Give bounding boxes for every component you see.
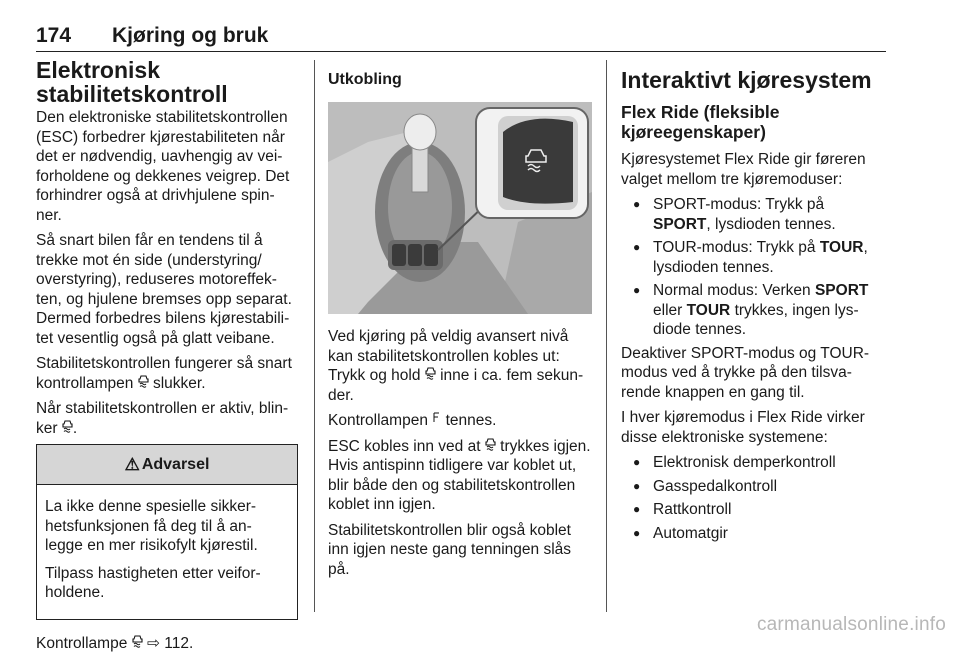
subsection-title-flex-ride: Flex Ride (fleksible kjøreegenskaper)	[621, 102, 780, 142]
list-item: ● Gasspedalkontroll	[621, 477, 886, 497]
reference-page: 112.	[164, 634, 194, 652]
switch-off-p3-text-end: trykkes igjen. Hvis antispinn tidligere var koblet ut, blir både den og stabilitetskontrollen koblet inn igjen.	[328, 437, 591, 513]
cross-reference[interactable]	[36, 634, 298, 654]
mode-button-name: SPORT	[653, 215, 707, 233]
subsection-title-utkobling: Utkobling	[328, 71, 402, 88]
mode-button-name-2: TOUR	[686, 301, 731, 319]
list-item-sport	[621, 195, 886, 234]
watermark: carmanualsonline.info	[756, 614, 946, 635]
esc-paragraph-1: Den elektroniske stabilitetskontrollen (ESC) forbedrer kjørestabiliteten når det er nødvendig, uavhengig av vei-forholdene og dekkenes veigrep. Det forhindrer også at drivhjulene spin-ner.	[36, 109, 290, 224]
switch-off-p1-text-end: inne i ca. fem sekun-der.	[328, 367, 584, 404]
column-switch-off	[328, 70, 592, 585]
section-title-line1: Elektronisk	[36, 57, 160, 83]
chapter-title: Kjøring og bruk	[112, 24, 269, 47]
page-reference-arrow-icon: ⇨	[146, 634, 160, 652]
warning-triangle-icon: ⚠	[124, 454, 140, 474]
page-number: 174	[36, 24, 72, 47]
systems-list	[621, 453, 886, 543]
mode-button-name: TOUR	[819, 239, 864, 256]
esc-p4-text: Når stabilitetskontrollen er aktiv, blin-ker	[36, 400, 289, 437]
page-header	[36, 22, 886, 52]
warning-box	[36, 444, 298, 620]
mode-text: Normal modus: Verken	[653, 282, 811, 299]
reference-label: Kontrollampe	[36, 634, 128, 652]
switch-off-p2-text-end: tennes.	[445, 412, 497, 429]
warning-title: Advarsel	[141, 455, 210, 473]
illustration-center-console	[328, 102, 592, 314]
switch-off-p3-text: ESC kobles inn ved at	[328, 437, 481, 455]
column-divider-1	[314, 60, 315, 612]
mode-text: TOUR-modus: Trykk på	[653, 239, 816, 256]
esc-car-icon	[138, 373, 149, 393]
switch-off-paragraph-3	[328, 437, 592, 515]
mode-list	[621, 195, 886, 340]
list-item: ● Rattkontroll	[621, 500, 886, 520]
esc-p3-text: Stabilitetskontrollen fungerer så snart kontrollampen	[36, 355, 292, 392]
esc-car-icon	[62, 418, 73, 438]
esc-car-icon	[425, 365, 436, 385]
list-item-tour	[621, 238, 886, 277]
mode-text: SPORT-modus: Trykk på	[653, 196, 825, 213]
esc-p3-text-end: slukker.	[152, 374, 206, 392]
esc-paragraph-4	[36, 399, 298, 438]
column-esc	[36, 58, 298, 659]
esc-paragraph-2: Så snart bilen får en tendens til å trekke mot én side (understyring/ overstyring), reduseres motoreffek-ten, og hjulene bremses opp separat. Dermed forbedres bilens kjørestabili-tet vesentlig også på glatt veibane.	[36, 232, 292, 347]
switch-off-paragraph-1	[328, 327, 592, 405]
list-item: ● Automatgir	[621, 524, 886, 544]
section-title-line2: stabilitetskontroll	[36, 81, 228, 107]
esc-paragraph-3	[36, 354, 298, 393]
flex-ride-systems-intro: I hver kjøremodus i Flex Ride virker disse elektroniske systemene:	[621, 409, 865, 446]
warning-body	[37, 485, 297, 619]
mode-text-mid: eller	[653, 301, 683, 319]
column-flex-ride	[621, 68, 886, 547]
esc-car-icon	[485, 436, 496, 456]
esc-off-icon	[432, 410, 441, 430]
flex-ride-deactivate: Deaktiver SPORT-modus og TOUR-modus ved å trykke på den tilsva-rende knappen en gang til.	[621, 344, 870, 401]
warning-header	[37, 445, 297, 485]
warning-text-2: Tilpass hastigheten etter veifor-holdene.	[45, 564, 261, 601]
list-item-normal	[621, 281, 886, 340]
mode-text-end: , lysdioden tennes.	[706, 215, 836, 233]
warning-text-1: La ikke denne spesielle sikker-hetsfunksjonen få deg til å an-legge en mer risikofylt kjørestil.	[45, 498, 258, 554]
mode-text-end: trykkes, ingen lys-diode tennes.	[653, 301, 859, 338]
mode-button-name: SPORT	[814, 282, 869, 299]
section-title-interactive: Interaktivt kjøresystem	[621, 67, 872, 93]
section-title-esc	[36, 58, 298, 106]
flex-ride-intro: Kjøresystemet Flex Ride gir føreren valget mellom tre kjøremoduser:	[621, 151, 866, 188]
esc-p4-text-end: .	[72, 419, 78, 437]
list-item: ● Elektronisk demperkontroll	[621, 453, 886, 473]
switch-off-p1-text: Ved kjøring på veldig avansert nivå kan stabilitetskontrollen kobles ut: Trykk og hold	[328, 328, 569, 384]
switch-off-p2-text: Kontrollampen	[328, 412, 428, 429]
switch-off-paragraph-2	[328, 411, 592, 431]
esc-car-icon	[132, 633, 143, 653]
mode-text-end: , lysdioden tennes.	[653, 239, 868, 276]
column-divider-2	[606, 60, 607, 612]
switch-off-paragraph-4: Stabilitetskontrollen blir også koblet inn igjen neste gang tenningen slås på.	[328, 521, 572, 578]
